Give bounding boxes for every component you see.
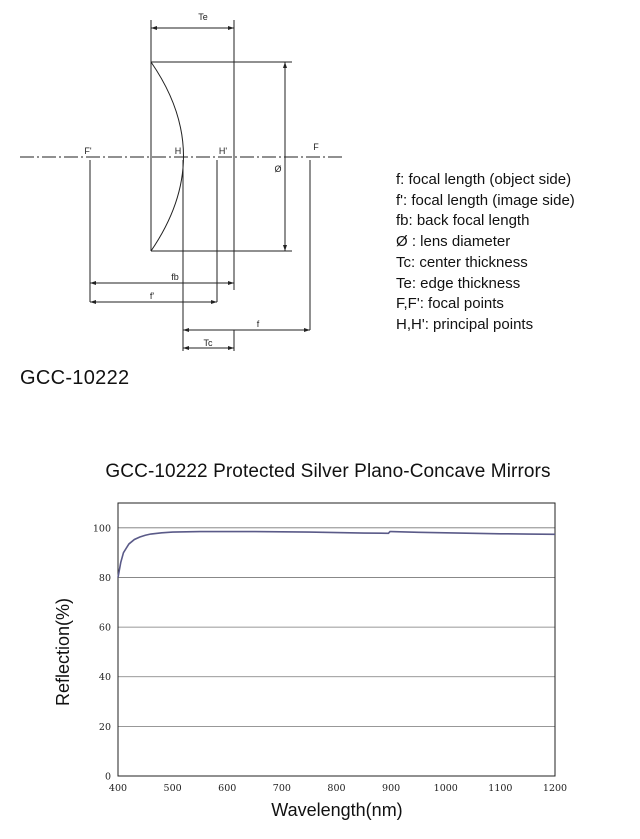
x-tick-label: 1000 <box>433 783 458 794</box>
label-h-prime-point: H' <box>218 146 228 156</box>
x-tick-label: 400 <box>108 783 128 794</box>
legend-item: F,F': focal points <box>396 295 504 313</box>
x-tick-label: 900 <box>382 783 401 794</box>
chart-title: GCC-10222 Protected Silver Plano-Concave Mirrors <box>105 461 551 482</box>
legend-item: H,H': principal points <box>396 315 534 333</box>
y-tick-label: 80 <box>98 572 111 584</box>
y-tick-label: 60 <box>98 622 111 634</box>
x-tick-label: 600 <box>218 783 237 794</box>
y-axis-label: Reflection(%) <box>53 597 73 707</box>
reflection-series-line <box>118 532 555 578</box>
label-f-length: f <box>256 319 260 329</box>
plot-frame <box>118 503 555 776</box>
reflection-chart <box>0 490 640 839</box>
label-fb: fb <box>171 272 179 282</box>
label-f-prime-length: f' <box>149 291 155 301</box>
diagram-legend <box>396 170 575 336</box>
x-tick-label: 1100 <box>488 783 513 794</box>
model-number: GCC-10222 <box>20 367 130 389</box>
label-h-point: H <box>174 146 182 156</box>
x-tick-label: 1200 <box>542 783 568 794</box>
legend-item: Te: edge thickness <box>396 274 521 292</box>
legend-item: fb: back focal length <box>396 212 530 230</box>
x-tick-labels <box>109 783 567 794</box>
y-tick-label: 40 <box>98 672 111 684</box>
x-tick-label: 500 <box>163 783 182 794</box>
label-f-point: F <box>313 142 319 152</box>
y-tick-label: 100 <box>92 523 111 535</box>
x-tick-label: 700 <box>272 783 291 794</box>
y-tick-labels <box>93 523 111 782</box>
chart-grid <box>118 528 555 727</box>
legend-item: Tc: center thickness <box>396 253 528 271</box>
legend-item: Ø : lens diameter <box>396 233 511 251</box>
label-diameter: Ø <box>274 164 282 174</box>
label-te: Te <box>198 12 208 22</box>
y-tick-label: 20 <box>98 721 111 733</box>
legend-item: f': focal length (image side) <box>396 191 575 209</box>
x-axis-label: Wavelength(nm) <box>271 800 403 820</box>
y-tick-label: 0 <box>104 771 111 783</box>
label-tc: Tc <box>203 338 213 348</box>
x-tick-label: 800 <box>327 783 346 794</box>
label-f-prime-point: F' <box>84 146 92 156</box>
legend-item: f: focal length (object side) <box>396 171 572 188</box>
